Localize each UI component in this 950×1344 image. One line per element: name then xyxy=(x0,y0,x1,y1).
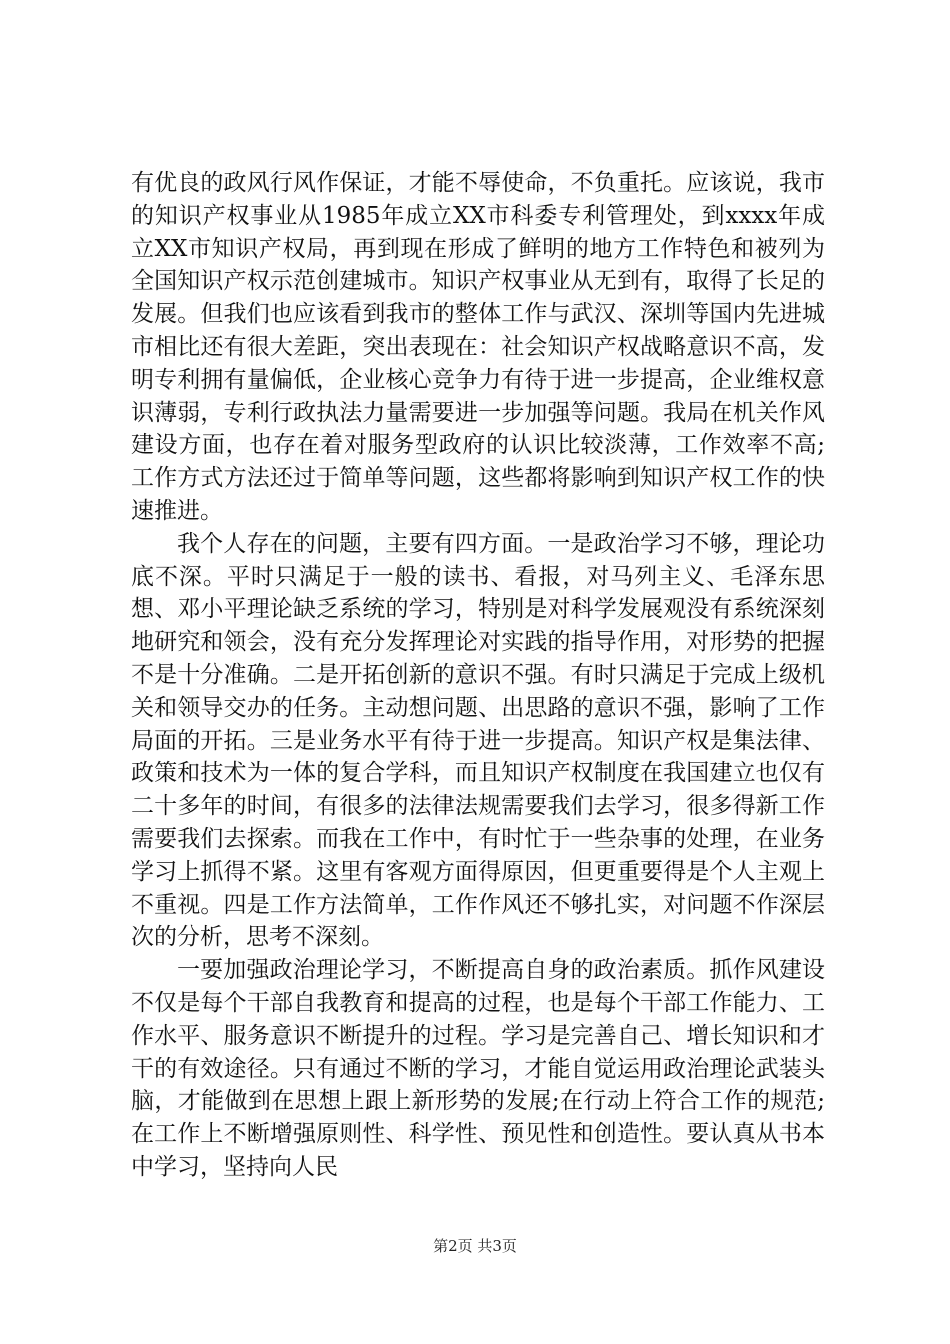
page-footer: 第2页 共3页 xyxy=(433,1237,517,1255)
document-body xyxy=(131,167,825,1184)
paragraph-1: 有优良的政风行风作保证，才能不辱使命，不负重托。应该说，我市的知识产权事业从1985年成立XX市科委专利管理处，到xxxx年成立XX市知识产权局，再到现在形成了鲜明的地方工作特色和被列为全国知识产权示范创建城市。知识产权事业从无到有，取得了长足的发展。但我们也应该看到我市的整体工作与武汉、深圳等国内先进城市相比还有很大差距，突出表现在：社会知识产权战略意识不高，发明专利拥有量偏低，企业核心竞争力有待于进一步提高，企业维权意识薄弱，专利行政执法力量需要进一步加强等问题。我局在机关作风建设方面，也存在着对服务型政府的认识比较淡薄，工作效率不高;工作方式方法还过于简单等问题，这些都将影响到知识产权工作的快速推进。 xyxy=(131,170,825,524)
paragraph-2: 我个人存在的问题，主要有四方面。一是政治学习不够，理论功底不深。平时只满足于一般的读书、看报，对马列主义、毛泽东思想、邓小平理论缺乏系统的学习，特别是对科学发展观没有系统深刻地研究和领会，没有充分发挥理论对实践的指导作用，对形势的把握不是十分准确。二是开拓创新的意识不强。有时只满足于完成上级机关和领导交办的任务。主动想问题、出思路的意识不强，影响了工作局面的开拓。三是业务水平有待于进一步提高。知识产权是集法律、政策和技术为一体的复合学科，而且知识产权制度在我国建立也仅有二十多年的时间，有很多的法律法规需要我们去学习，很多得新工作需要我们去探索。而我在工作中，有时忙于一些杂事的处理，在业务学习上抓得不紧。这里有客观方面得原因，但更重要得是个人主观上不重视。四是工作方法简单，工作作风还不够扎实，对问题不作深层次的分析，思考不深刻。 xyxy=(131,530,825,951)
paragraph-3: 一要加强政治理论学习，不断提高自身的政治素质。抓作风建设不仅是每个干部自我教育和提高的过程，也是每个干部工作能力、工作水平、服务意识不断提升的过程。学习是完善自己、增长知识和才干的有效途径。只有通过不断的学习，才能自觉运用政治理论武装头脑，才能做到在思想上跟上新形势的发展;在行动上符合工作的规范;在工作上不断增强原则性、科学性、预见性和创造性。要认真从书本中学习，坚持向人民 xyxy=(131,957,825,1180)
